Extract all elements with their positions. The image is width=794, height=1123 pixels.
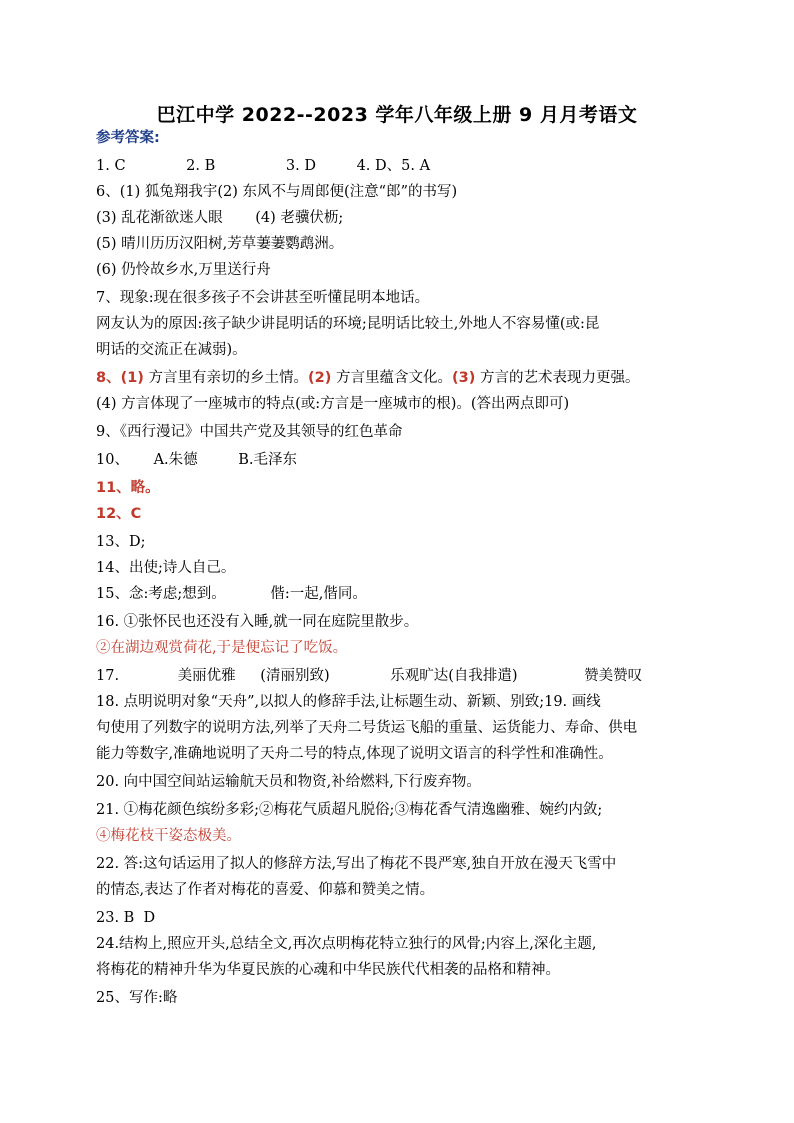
answer-18-line-1: 18. 点明说明对象“天舟”,以拟人的修辞手法,让标题生动、新颖、别致;19. 画线 xyxy=(96,694,601,710)
answer-8-text-2: 方言里蕴含文化。 xyxy=(331,370,452,386)
answer-16-line-2: ②在湖边观赏荷花,于是便忘记了吃饭。 xyxy=(96,640,348,656)
answer-10-a: A.朱德 xyxy=(153,452,198,468)
answer-16-line-1: 16. ①张怀民也还没有入睡,就一同在庭院里散步。 xyxy=(96,614,419,630)
answer-20: 20. 向中国空间站运输航天员和物资,补给燃料,下行废弃物。 xyxy=(96,774,481,790)
answer-7-line-2: 网友认为的原因:孩子缺少讲昆明话的环境;昆明话比较土,外地人不容易懂(或:昆 xyxy=(96,316,600,332)
answer-21-line-2: ④梅花枝干姿态极美。 xyxy=(96,828,241,844)
answer-6-line-2 xyxy=(96,208,343,228)
answer-21-line-1: 21. ①梅花颜色缤纷多彩;②梅花气质超凡脱俗;③梅花香气清逸幽雅、婉约内敛; xyxy=(96,802,603,818)
answer-23: 23. B D xyxy=(96,910,156,926)
page-title: 巴江中学 2022--2023 学年八年级上册 9 月月考语文 xyxy=(156,104,638,126)
answer-7-line-1: 7、现象:现在很多孩子不会讲甚至听懂昆明本地话。 xyxy=(96,290,430,306)
answer-8-mark-3: (3) xyxy=(452,370,476,386)
answer-4-5: 4. D、5. A xyxy=(356,158,431,174)
answer-2: 2. B xyxy=(186,158,216,174)
answer-6-line-1: 6、(1) 狐兔翔我宇(2) 东风不与周郎便(注意“郎”的书写) xyxy=(96,184,458,200)
answer-8-mark-2: (2) xyxy=(308,370,332,386)
answer-18-line-3: 能力等数字,准确地说明了天舟二号的特点,体现了说明文语言的科学性和准确性。 xyxy=(96,746,613,762)
answer-11: 11、略。 xyxy=(96,480,160,496)
answer-6-3: (3) 乱花渐欲迷人眼 xyxy=(96,210,223,226)
answer-3: 3. D xyxy=(285,158,316,174)
answer-8-text-1: 方言里有亲切的乡土情。 xyxy=(143,370,309,386)
answer-22-line-1: 22. 答:这句话运用了拟人的修辞方法,写出了梅花不畏严寒,独自开放在漫天飞雪中 xyxy=(96,856,617,872)
answer-17-b: (清丽别致) xyxy=(260,668,330,684)
answer-7-line-3: 明话的交流正在减弱)。 xyxy=(96,342,247,358)
answer-8-number: 8、 xyxy=(96,370,121,386)
answer-10-b: B.毛泽东 xyxy=(238,452,298,468)
answers-header: 参考答案: xyxy=(96,130,160,146)
answer-15-b: 偕:一起,偕同。 xyxy=(270,586,367,602)
answers-1-5 xyxy=(96,156,430,176)
answer-25: 25、写作:略 xyxy=(96,990,178,1006)
answer-6-line-4: (6) 仍怜故乡水,万里送行舟 xyxy=(96,262,271,278)
answer-14: 14、出使;诗人自己。 xyxy=(96,560,236,576)
answer-6-line-3: (5) 晴川历历汉阳树,芳草萋萋鹦鹉洲。 xyxy=(96,236,344,252)
answer-17-a: 美丽优雅 xyxy=(177,668,236,684)
answer-24-line-2: 将梅花的精神升华为华夏民族的心魂和中华民族代代相袭的品格和精神。 xyxy=(96,962,560,978)
answer-17-d: 赞美赞叹 xyxy=(584,668,643,684)
answer-8-mark-1: (1) xyxy=(120,370,144,386)
answer-10-number: 10、 xyxy=(96,452,129,468)
answer-8-text-3: 方言的艺术表现力更强。 xyxy=(475,370,640,386)
answer-6-4: (4) 老骥伏枥; xyxy=(255,210,344,226)
answer-13: 13、D; xyxy=(96,534,146,550)
answer-15 xyxy=(96,584,367,604)
answer-17-number: 17. xyxy=(96,668,120,684)
answer-17 xyxy=(96,666,642,686)
answer-1: 1. C xyxy=(96,158,126,174)
answer-10 xyxy=(96,450,297,470)
answer-8-line-1 xyxy=(96,368,639,388)
answer-12: 12、C xyxy=(96,506,142,522)
answer-18-line-2: 句使用了列数字的说明方法,列举了天舟二号货运飞船的重量、运货能力、寿命、供电 xyxy=(96,720,638,736)
answer-22-line-2: 的情态,表达了作者对梅花的喜爱、仰慕和赞美之情。 xyxy=(96,882,435,898)
answer-15-a: 15、念:考虑;想到。 xyxy=(96,586,226,602)
answer-9: 9、《西行漫记》中国共产党及其领导的红色革命 xyxy=(96,424,403,440)
answer-24-line-1: 24.结构上,照应开头,总结全文,再次点明梅花特立独行的风骨;内容上,深化主题, xyxy=(96,936,597,952)
answer-17-c: 乐观旷达(自我排遣) xyxy=(390,668,518,684)
answer-8-line-2: (4) 方言体现了一座城市的特点(或:方言是一座城市的根)。(答出两点即可) xyxy=(96,396,570,412)
